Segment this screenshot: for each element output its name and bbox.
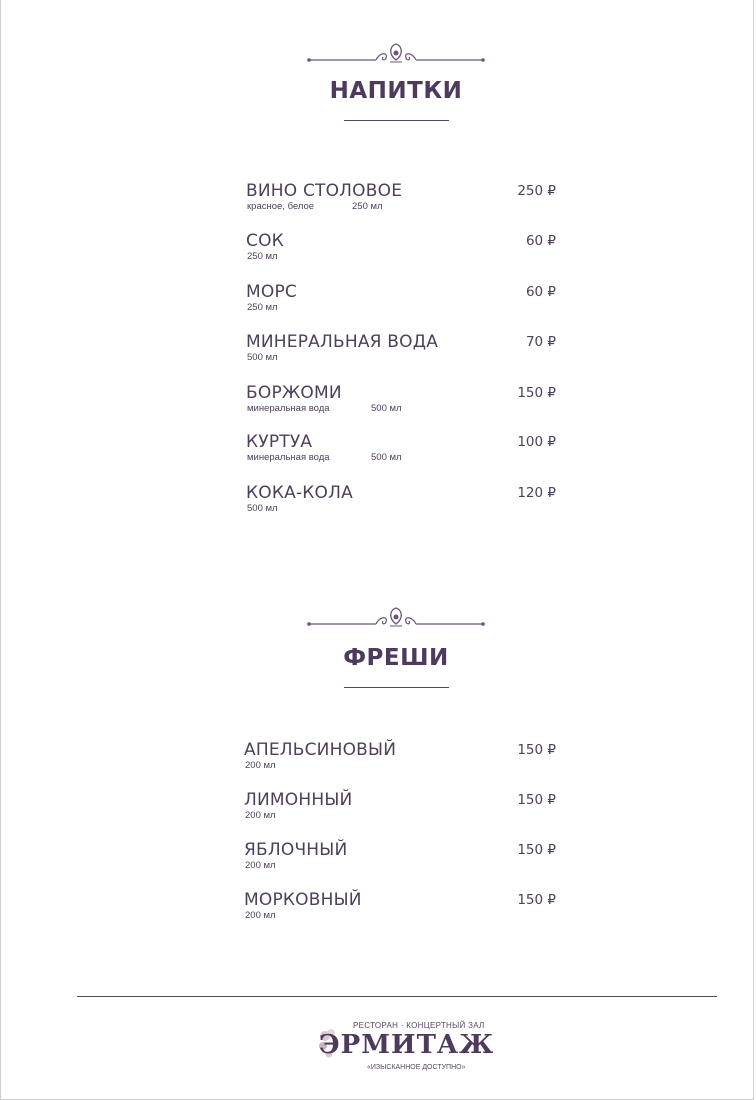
menu-item <box>246 383 556 423</box>
item-price: 60 ₽ <box>525 233 556 249</box>
item-description: красное, белое <box>247 201 315 212</box>
menu-item <box>244 890 554 930</box>
item-volume: 500 мл <box>371 403 402 414</box>
item-name: КУРТУА <box>246 432 313 452</box>
footer-divider <box>77 996 717 997</box>
item-price: 100 ₽ <box>517 434 556 450</box>
menu-item <box>244 840 554 880</box>
item-description: 200 мл <box>245 860 276 871</box>
menu-item <box>244 790 554 830</box>
item-price: 150 ₽ <box>517 742 556 758</box>
title-underline <box>344 687 449 688</box>
item-name: МИНЕРАЛЬНАЯ ВОДА <box>246 332 439 352</box>
item-price: 150 ₽ <box>517 792 556 808</box>
item-name: МОРС <box>246 282 297 302</box>
item-price: 250 ₽ <box>517 183 556 199</box>
menu-item <box>246 432 556 472</box>
item-price: 150 ₽ <box>517 385 556 401</box>
restaurant-logo <box>311 1018 501 1078</box>
menu-item <box>246 483 556 523</box>
menu-item <box>246 181 556 221</box>
menu-item <box>246 332 556 372</box>
item-description: 500 мл <box>247 503 278 514</box>
item-price: 150 ₽ <box>517 892 556 908</box>
item-description: 200 мл <box>245 760 276 771</box>
section-title-drinks: НАПИТКИ <box>329 78 463 104</box>
menu-item <box>246 282 556 322</box>
item-description: 200 мл <box>245 810 276 821</box>
item-description: 250 мл <box>247 251 278 262</box>
item-description: минеральная вода <box>247 452 330 463</box>
title-underline <box>344 120 449 121</box>
item-price: 60 ₽ <box>525 284 556 300</box>
ornament-divider-icon <box>306 604 486 634</box>
item-name: КОКА-КОЛА <box>246 483 353 503</box>
ornament-divider-icon <box>306 40 486 70</box>
item-name: ЯБЛОЧНЫЙ <box>244 840 348 860</box>
item-name: МОРКОВНЫЙ <box>244 890 362 910</box>
item-price: 150 ₽ <box>517 842 556 858</box>
item-description: минеральная вода <box>247 403 330 414</box>
item-volume: 500 мл <box>371 452 402 463</box>
logo-tagline: «ИЗЫСКАННОЕ ДОСТУПНО» <box>367 1064 466 1071</box>
item-volume: 250 мл <box>352 201 383 212</box>
section-title-fresh: ФРЕШИ <box>343 645 449 671</box>
item-description: 500 мл <box>247 352 278 363</box>
item-name: ЛИМОННЫЙ <box>244 790 353 810</box>
item-description: 200 мл <box>245 910 276 921</box>
item-price: 70 ₽ <box>525 334 556 350</box>
item-description: 250 мл <box>247 302 278 313</box>
menu-item <box>246 231 556 271</box>
item-name: ВИНО СТОЛОВОЕ <box>246 181 403 201</box>
item-name: БОРЖОМИ <box>246 383 342 403</box>
item-name: АПЕЛЬСИНОВЫЙ <box>244 740 397 760</box>
item-name: СОК <box>246 231 284 251</box>
logo-wordmark: ЭРМИТАЖ <box>319 1030 495 1060</box>
logo-subtitle: РЕСТОРАН · КОНЦЕРТНЫЙ ЗАЛ <box>353 1021 485 1030</box>
menu-item <box>244 740 554 780</box>
item-price: 120 ₽ <box>517 485 556 501</box>
